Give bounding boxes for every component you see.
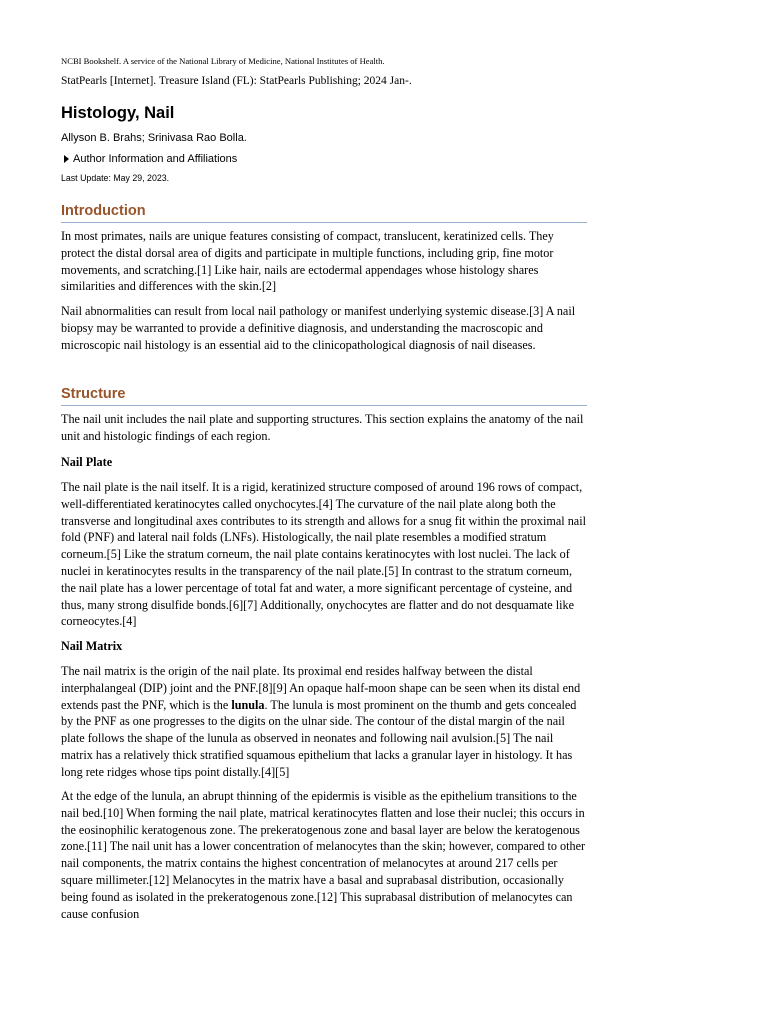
section-heading-introduction: Introduction	[61, 202, 587, 223]
citation-line: StatPearls [Internet]. Treasure Island (FL): StatPearls Publishing; 2024 Jan-.	[61, 75, 412, 87]
text-run: The nail matrix is the origin of the nail plate. Its proximal end resides halfway between the distal interphalangeal (DIP) joint and the PNF.[8][9] An opaque half-moon shape can be seen when its distal end extends past the PNF, which is the	[61, 664, 581, 712]
last-update: Last Update: May 29, 2023.	[61, 173, 170, 183]
author-list: Allyson B. Brahs; Srinivasa Rao Bolla.	[61, 132, 247, 144]
subheading-nail-plate: Nail Plate	[61, 455, 113, 469]
intro-paragraph-2: Nail abnormalities can result from local nail pathology or manifest underlying systemic disease.[3] A nail biopsy may be warranted to provide a definitive diagnosis, and understanding the macroscopic and microscopic nail histology is an essential aid to the clinicopathological diagnosis of nail diseases.	[61, 304, 576, 352]
ncbi-service-line: NCBI Bookshelf. A service of the National Library of Medicine, National Institutes of Health.	[61, 56, 385, 66]
nail-plate-paragraph: The nail plate is the nail itself. It is a rigid, keratinized structure composed of around 196 rows of compact, well-differentiated keratinocytes called onychocytes.[4] The curvature of the nail plate along both the transverse and longitudinal axes contributes to its strength and allows for a snug fit within the proximal nail fold (PNF) and lateral nail folds (LNFs). Histologically, the nail plate resembles a modified stratum corneum.[5] Like the stratum corneum, the nail plate contains keratinocytes with lost nuclei. The lack of nuclei in keratinocytes results in the transparency of the nail plate.[5] In contrast to the stratum corneum, the nail plate has a lower percentage of total fat and water, a more significant percentage of cysteine, and thus, many strong disulfide bonds.[6][7] Additionally, onychocytes are flatter and do not desquamate like corneocytes.[4]	[61, 480, 586, 629]
author-affiliations-toggle[interactable]	[64, 152, 237, 166]
term-lunula: lunula	[231, 697, 265, 712]
text-run: . The lunula is most prominent on the thumb and gets concealed by the PNF as one progresses to the digits on the ulnar side. The contour of the distal margin of the nail plate follows the shape of the lunula as observed in neonates and following nail avulsion.[5] The nail matrix has a relatively thick stratified squamous epithelium that lacks a granular layer in histology. It has long rete ridges whose tips point distally.[4][5]	[61, 697, 577, 779]
affiliations-label: Author Information and Affiliations	[73, 153, 238, 165]
article-title: Histology, Nail	[61, 104, 175, 122]
subheading-nail-matrix: Nail Matrix	[61, 639, 123, 653]
structure-paragraph-1: The nail unit includes the nail plate and supporting structures. This section explains the anatomy of the nail unit and histologic findings of each region.	[61, 412, 584, 443]
section-heading-structure: Structure	[61, 385, 587, 406]
nail-matrix-paragraph-1	[61, 663, 587, 781]
intro-paragraph-1: In most primates, nails are unique features consisting of compact, translucent, keratinized cells. They protect the distal dorsal area of digits and participate in multiple functions, including grip, fine motor movements, and scratching.[1] Like hair, nails are ectodermal appendages whose histology shares similarities and differences with the skin.[2]	[61, 229, 554, 294]
expand-triangle-icon	[64, 155, 69, 163]
nail-matrix-paragraph-2: At the edge of the lunula, an abrupt thinning of the epidermis is visible as the epithelium transitions to the nail bed.[10] When forming the nail plate, matrical keratinocytes flatten and lose their nuclei; this occurs in the eosinophilic keratogenous zone. The prekeratogenous zone and basal layer are below the keratogenous zone.[11] The nail unit has a lower concentration of melanocytes than the skin; however, compared to other nail components, the matrix contains the highest concentration of melanocytes at around 217 cells per square millimeter.[12] Melanocytes in the matrix have a basal and suprabasal distribution, occasionally being found as isolated in the prekeratogenous zone.[12] This suprabasal distribution of melanocytes can cause confusion	[61, 789, 586, 921]
